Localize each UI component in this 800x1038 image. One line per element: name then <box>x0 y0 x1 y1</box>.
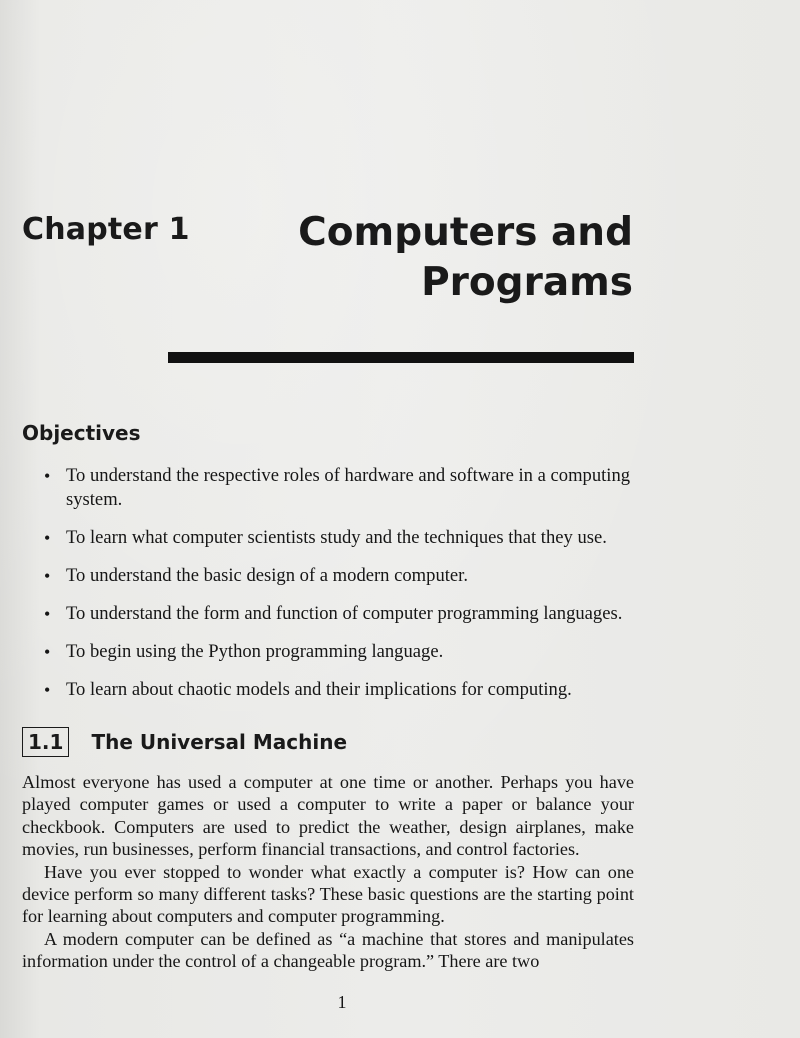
objective-item <box>42 564 636 588</box>
objective-text: To learn what computer scientists study and the techniques that they use. <box>66 527 607 548</box>
objective-text: To understand the respective roles of hardware and software in a computing system. <box>66 465 631 510</box>
bullet-icon: • <box>44 566 51 586</box>
chapter-rule <box>168 352 634 363</box>
chapter-title-line-1: Computers and <box>298 210 633 255</box>
objective-item <box>42 526 636 550</box>
objective-item <box>42 678 636 702</box>
paragraph: A modern computer can be defined as “a machine that stores and manipulates information under the control of a changeable program.” There are two <box>22 928 634 972</box>
objectives-list <box>42 464 636 716</box>
objective-text: To understand the form and function of computer programming languages. <box>66 603 623 624</box>
bullet-icon: • <box>44 528 51 548</box>
objective-text: To begin using the Python programming language. <box>66 641 444 662</box>
bullet-icon: • <box>44 680 51 700</box>
objectives-heading: Objectives <box>22 421 141 445</box>
paragraph: Have you ever stopped to wonder what exactly a computer is? How can one device perform so many different tasks? These basic questions are the starting point for learning about computers and computer programming. <box>22 861 634 927</box>
section-heading <box>22 727 347 757</box>
objective-item <box>42 640 636 664</box>
chapter-title <box>213 208 633 308</box>
objective-text: To understand the basic design of a modern computer. <box>66 565 468 586</box>
objective-item <box>42 464 636 512</box>
chapter-label: Chapter 1 <box>22 212 190 247</box>
objective-text: To learn about chaotic models and their implications for computing. <box>66 679 572 700</box>
page-number: 1 <box>337 992 347 1012</box>
bullet-icon: • <box>44 466 51 486</box>
section-number: 1.1 <box>22 727 69 757</box>
body-text <box>22 771 634 973</box>
chapter-title-line-2: Programs <box>421 260 633 305</box>
section-title: The Universal Machine <box>91 730 348 754</box>
paragraph: Almost everyone has used a computer at one time or another. Perhaps you have played computer games or used a computer to write a paper or balance your checkbook. Computers are used to predict the weather, design airplanes, make movies, run businesses, perform financial transactions, and control factories. <box>22 772 634 860</box>
bullet-icon: • <box>44 604 51 624</box>
bullet-icon: • <box>44 642 51 662</box>
objective-item <box>42 602 636 626</box>
